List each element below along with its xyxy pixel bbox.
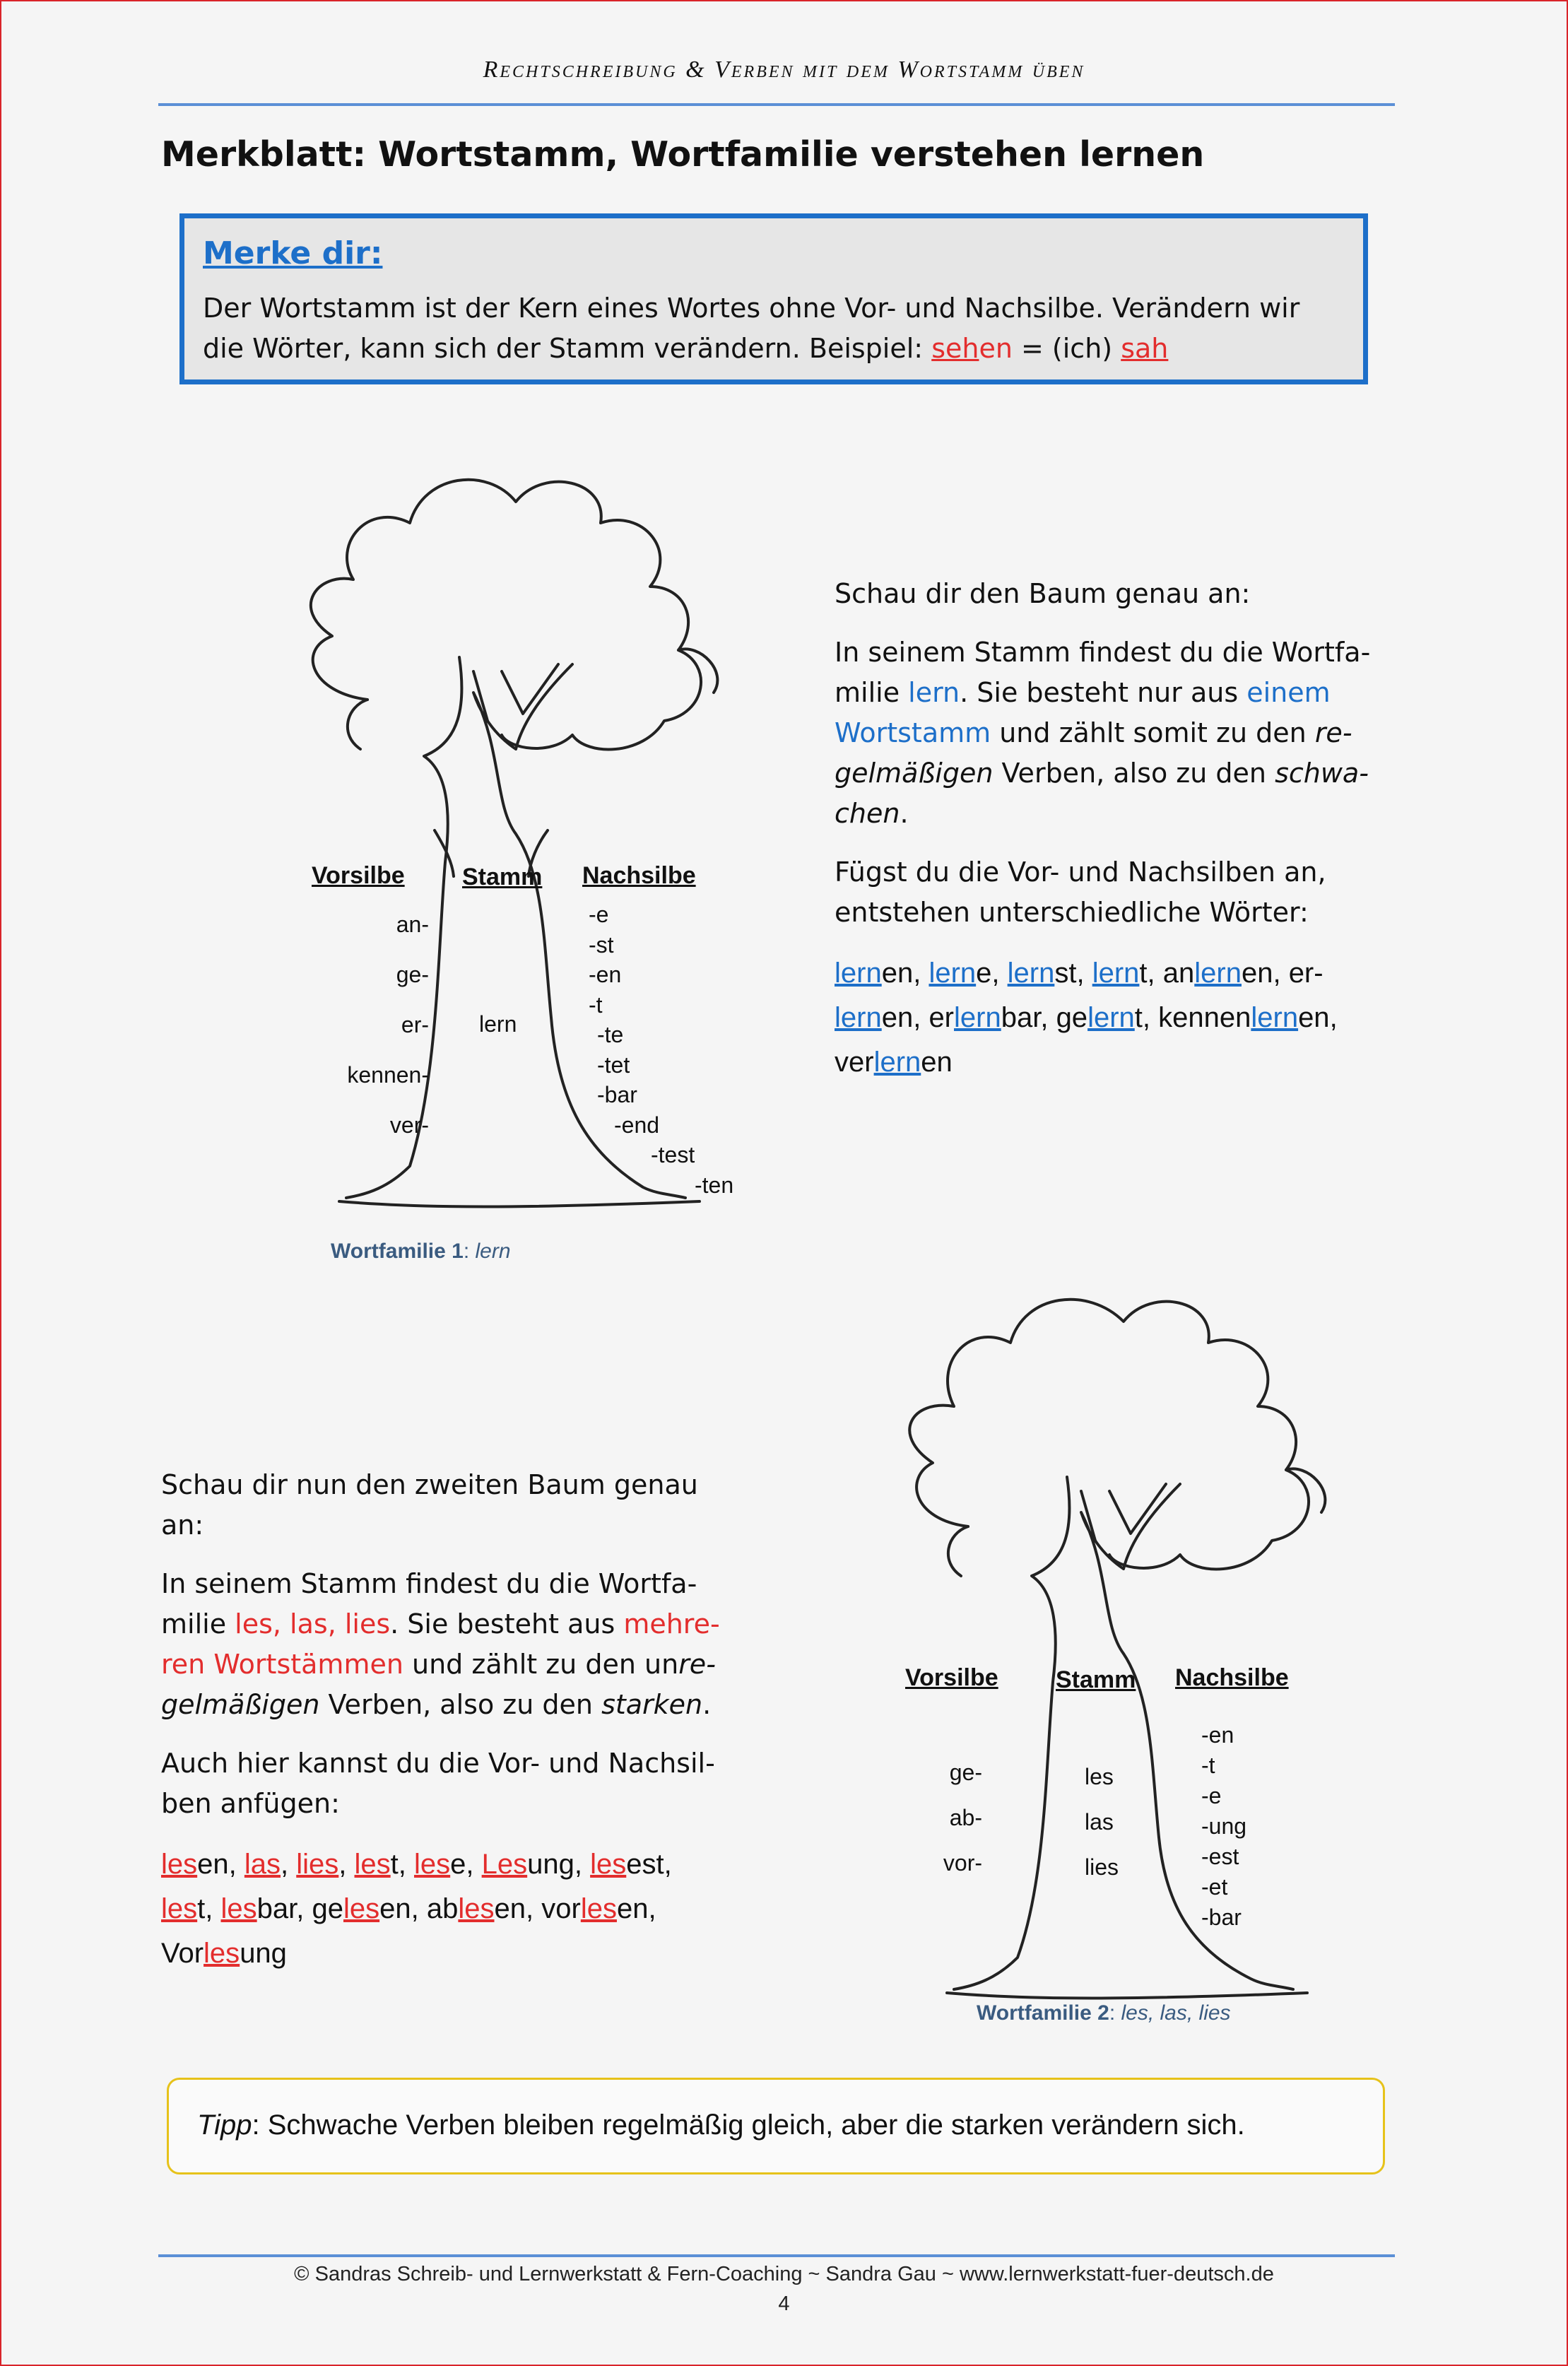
tipp-label: Tipp (197, 2109, 252, 2141)
word-10: ablesen (426, 1893, 526, 1924)
tree-2-suffix-3: -ung (1201, 1813, 1247, 1839)
tree-1-prefix-4: ver- (389, 1112, 429, 1138)
tree-1-label-stamm: Stamm (462, 864, 543, 890)
word-6: lernen (835, 1002, 914, 1033)
example-sah: sah (1121, 333, 1169, 364)
word-2: lies (296, 1849, 339, 1880)
tree-2-trunk-left (954, 1477, 1069, 1989)
word-12: Vorlesung (161, 1938, 287, 1969)
tree-1-suffix-3: -t (589, 991, 603, 1018)
word-7: erlernbar (929, 1002, 1041, 1033)
tree-2-stem-0: les (1085, 1764, 1114, 1789)
tree-1-suffix-0: -e (589, 902, 609, 927)
tree-illustration-2 (784, 1244, 1378, 2021)
section-1-word-list: lernen, lerne, lernst, lernt, anlernen, er- lernen, erlernbar, gelernt, kennenlernen, verlernen (835, 958, 1338, 1078)
tree-2-suffix-4: -est (1201, 1844, 1239, 1869)
section-2-p2: In seinem Stamm findest du die Wortfa-milie les, las, lies. Sie besteht aus mehre-ren Wortstämmen und zählt zu den unre-gelmäßigen Verben, also zu den starken. (161, 1568, 720, 1720)
tree-1-suffix-1: -st (589, 931, 614, 958)
tree-2-caption: Wortfamilie 2: les, las, lies (977, 2001, 1231, 2025)
tree-2-stem-1: las (1085, 1809, 1114, 1835)
footer-copyright: © Sandras Schreib- und Lernwerkstatt & Fern-Coaching ~ Sandra Gau ~ www.lernwerkstatt-fuer-deutsch.de (294, 2263, 1274, 2285)
tree-1-crown (311, 480, 701, 750)
tree-1-caption: Wortfamilie 1: lern (331, 1240, 511, 1263)
tree-1-prefix-2: er- (401, 1012, 429, 1037)
word-8: lesbar (220, 1893, 297, 1924)
tree-2-stem-2: lies (1085, 1854, 1119, 1880)
tree-1-label-nachsilbe: Nachsilbe (582, 862, 696, 889)
section-2-word-list: lesen, las, lies, lest, lese, Lesung, lesest, lest, lesbar, gelesen, ablesen, vorlesen, Vorlesung (161, 1849, 672, 1969)
tree-2-trunk-right (1081, 1484, 1293, 1989)
tree-1-suffix-2: -en (589, 962, 622, 987)
section-1-p2: In seinem Stamm findest du die Wortfa-milie lern. Sie besteht nur aus einem Wortstamm und zählt somit zu den re-gelmäßigen Verben, also zu den schwa-chen. (835, 637, 1371, 829)
word-5: er- (1288, 958, 1324, 989)
tree-2-prefix-0: ge- (949, 1760, 982, 1785)
tree-2-crown-lower (948, 1469, 1325, 1576)
tree-2-suffix-6: -bar (1201, 1905, 1242, 1930)
tree-2-label-vorsilbe: Vorsilbe (905, 1664, 998, 1691)
word-1: lerne (929, 958, 992, 989)
tree-2-label-stamm: Stamm (1056, 1666, 1136, 1693)
tree-2-suffix-1: -t (1201, 1753, 1215, 1778)
word-4: anlernen (1162, 958, 1273, 989)
word-4: lese (414, 1849, 466, 1880)
tree-2-label-nachsilbe: Nachsilbe (1175, 1664, 1289, 1691)
word-9: kennenlernen (1158, 1002, 1330, 1033)
tree-1-prefix-0: an- (396, 912, 429, 937)
tree-2-prefix-2: vor- (943, 1850, 982, 1876)
tree-2-ground (947, 1993, 1307, 1999)
word-10: verlernen (835, 1047, 953, 1078)
tree-1-suffix-5: -tet (597, 1052, 630, 1078)
word-5: Lesung (481, 1849, 574, 1880)
running-header: Rechtschreibung & Verben mit dem Wortstamm üben (483, 57, 1085, 83)
word-3: lernt (1092, 958, 1148, 989)
tree-2-prefix-1: ab- (949, 1805, 982, 1830)
tree-1-ground (339, 1201, 700, 1207)
tree-2-suffix-2: -e (1201, 1783, 1222, 1808)
page-number: 4 (778, 2293, 790, 2315)
tree-1-stem-0: lern (479, 1011, 517, 1037)
merke-box (179, 213, 1368, 384)
section-2-text (161, 1465, 726, 1976)
tree-1-suffix-6: -bar (597, 1082, 637, 1107)
tree-2-crown (909, 1300, 1309, 1570)
tipp-box (167, 2078, 1385, 2174)
word-0: lernen (835, 958, 914, 989)
word-1: las (244, 1849, 281, 1880)
word-3: lest (354, 1849, 399, 1880)
tree-1-prefix-1: ge- (396, 962, 429, 987)
page-title: Merkblatt: Wortstamm, Wortfamilie verstehen lernen (161, 134, 1205, 175)
section-2-p3: Auch hier kannst du die Vor- und Nachsil-ben anfügen: (161, 1748, 715, 1819)
tree-1-suffix-7: -end (614, 1112, 660, 1138)
section-2-p1: Schau dir nun den zweiten Baum genau an: (161, 1469, 698, 1541)
tree-2-suffix-5: -et (1201, 1874, 1228, 1900)
word-8: gelernt (1056, 1002, 1143, 1033)
word-11: vorlesen (541, 1893, 649, 1924)
section-1-p3: Fügst du die Vor- und Nachsilben an, entstehen unterschiedliche Wörter: (835, 857, 1326, 928)
section-1-p1: Schau dir den Baum genau an: (835, 578, 1251, 609)
tree-1-label-vorsilbe: Vorsilbe (312, 862, 405, 889)
word-0: lesen (161, 1849, 229, 1880)
section-1-text (835, 574, 1400, 1085)
header-rule (158, 103, 1395, 106)
tree-1-prefix-3: kennen- (347, 1062, 429, 1088)
word-9: gelesen (312, 1893, 411, 1924)
word-2: lernst (1007, 958, 1077, 989)
example-stem-seh: seh (931, 333, 979, 364)
word-7: lest (161, 1893, 206, 1924)
tree-1-suffix-8: -test (651, 1142, 695, 1167)
tree-1-suffix-4: -te (597, 1022, 624, 1047)
word-6: lesest (590, 1849, 664, 1880)
tree-2-suffix-0: -en (1201, 1722, 1234, 1748)
footer-rule (158, 2254, 1395, 2257)
merke-text: Der Wortstamm ist der Kern eines Wortes ohne Vor- und Nachsilbe. Verändern wir die Wörter, kann sich der Stamm verändern. Beispiel: sehen = (ich) sah (203, 293, 1300, 364)
tree-illustration-1 (191, 438, 756, 1230)
tree-1-suffix-9: -ten (695, 1172, 734, 1198)
tipp-text: : Schwache Verben bleiben regelmäßig gleich, aber die starken verändern sich. (252, 2109, 1245, 2141)
merke-heading: Merke dir: (203, 235, 383, 271)
